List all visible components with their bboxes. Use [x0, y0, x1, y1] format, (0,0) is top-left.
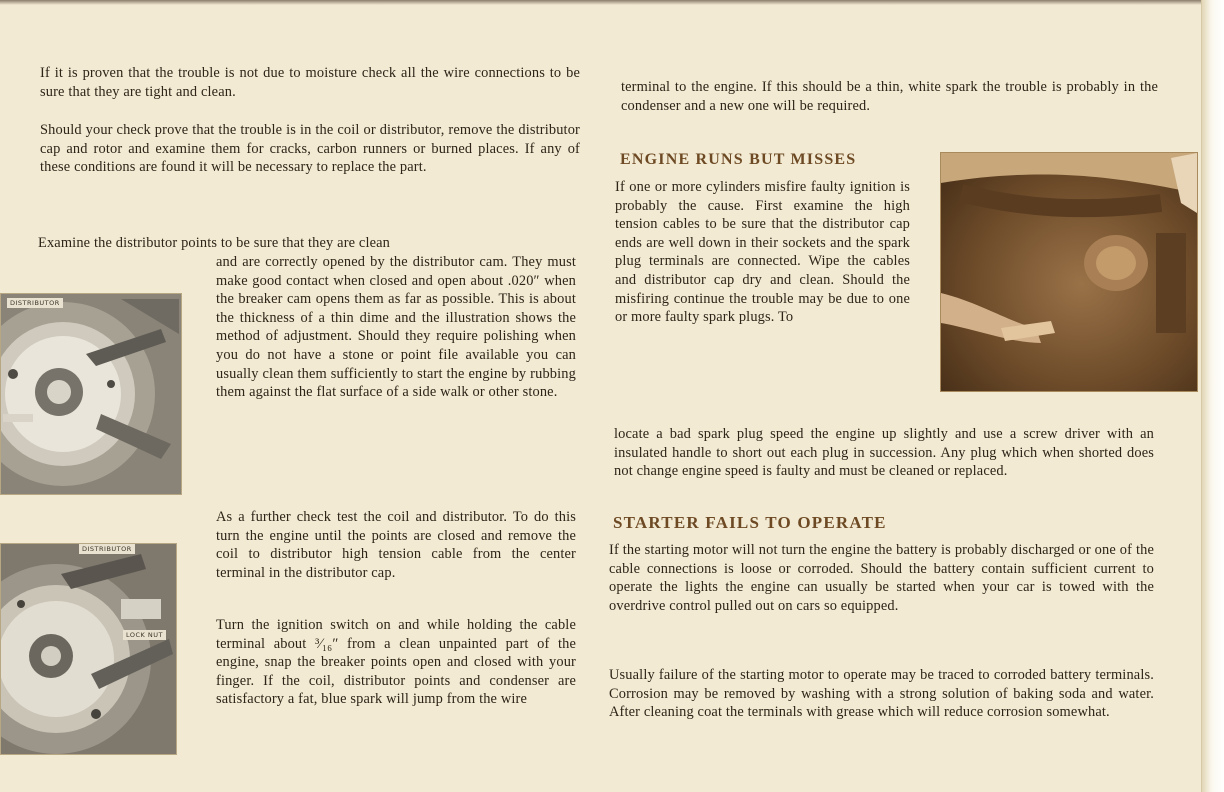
spark-plug-photo	[940, 152, 1198, 392]
distributor-points-paragraph: and are correctly opened by the distributor cam. They must make good contact when closed and open about .020″ when the breaker cam opens them as far as possible. This is about the thickness of a thin dime and the illustration shows the method of adjustment. Should they require polishing when you do not have a stone or point file available you can usually clean them sufficiently to start the engine by rubbing them against the flat surface of a side walk or other stone.	[216, 254, 576, 401]
starter-fails-heading: STARTER FAILS TO OPERATE	[613, 513, 887, 532]
condenser-paragraph: terminal to the engine. If this should be a thin, white spark the trouble is probably in the condenser and a new one will be required.	[621, 79, 1158, 114]
distributor-label-1: DISTRIBUTOR	[7, 298, 63, 308]
coil-distributor-paragraph: Should your check prove that the trouble is in the coil or distributor, remove the distributor cap and rotor and examine them for cracks, carbon runners or burned places. If any of these conditions are found it will be necessary to replace the part.	[40, 122, 580, 176]
distributor-points-illustration	[1, 294, 181, 494]
corrosion-paragraph: Usually failure of the starting motor to operate may be traced to corroded battery terminals. Corrosion may be removed by washing with a strong solution of baking soda and water. After cleaning coat the terminals with grease which will reduce corrosion somewhat.	[609, 667, 1154, 721]
spark-plug-illustration	[941, 153, 1197, 391]
ignition-switch-paragraph: Turn the ignition switch on and while holding the cable terminal about ³⁄₁₆″ from a clean unpainted part of the engine, snap the breaker points open and closed with your finger. If the coil, distributor points and condenser are satisfactory a fat, blue spark will jump from the wire	[216, 617, 576, 708]
distributor-label-2: DISTRIBUTOR	[79, 544, 135, 554]
distributor-points-lead: Examine the distributor points to be sure that they are clean	[38, 235, 391, 251]
page-top-shadow	[0, 0, 1202, 5]
distributor-adjustment-photo	[0, 543, 177, 755]
coil-test-paragraph: As a further check test the coil and distributor. To do this turn the engine until the points are closed and remove the coil to distributor high tension cable from the center terminal in the distributor cap.	[216, 509, 576, 581]
lock-nut-label: LOCK NUT	[123, 630, 166, 640]
starting-motor-paragraph: If the starting motor will not turn the engine the battery is probably discharged or one of the cable connections is loose or corroded. Should the battery contain sufficient current to operate the lights the engine can usually be started when your car is towed with the overdrive control pulled out on cars so equipped.	[609, 542, 1154, 614]
distributor-adjustment-illustration	[1, 544, 176, 754]
moisture-paragraph: If it is proven that the trouble is not due to moisture check all the wire connections to be sure that they are tight and clean.	[40, 65, 580, 100]
engine-misses-heading: ENGINE RUNS BUT MISSES	[620, 151, 857, 168]
distributor-points-photo	[0, 293, 182, 495]
page-edge	[1201, 0, 1224, 792]
misfire-wrap-paragraph: If one or more cylinders misfire faulty ignition is probably the cause. First examine the high tension cables to be sure that the distributor cap ends are well down in their sockets and the spark plug terminals are connected. Wipe the cables and distributor cap dry and clean. Should the misfiring continue the trouble may be due to one or more faulty spark plugs. To	[615, 179, 910, 326]
spark-plug-paragraph: locate a bad spark plug speed the engine up slightly and use a screw driver with an insulated handle to short out each plug in succession. Any plug which when shorted does not change engine speed is faulty and must be cleaned or replaced.	[614, 426, 1154, 480]
